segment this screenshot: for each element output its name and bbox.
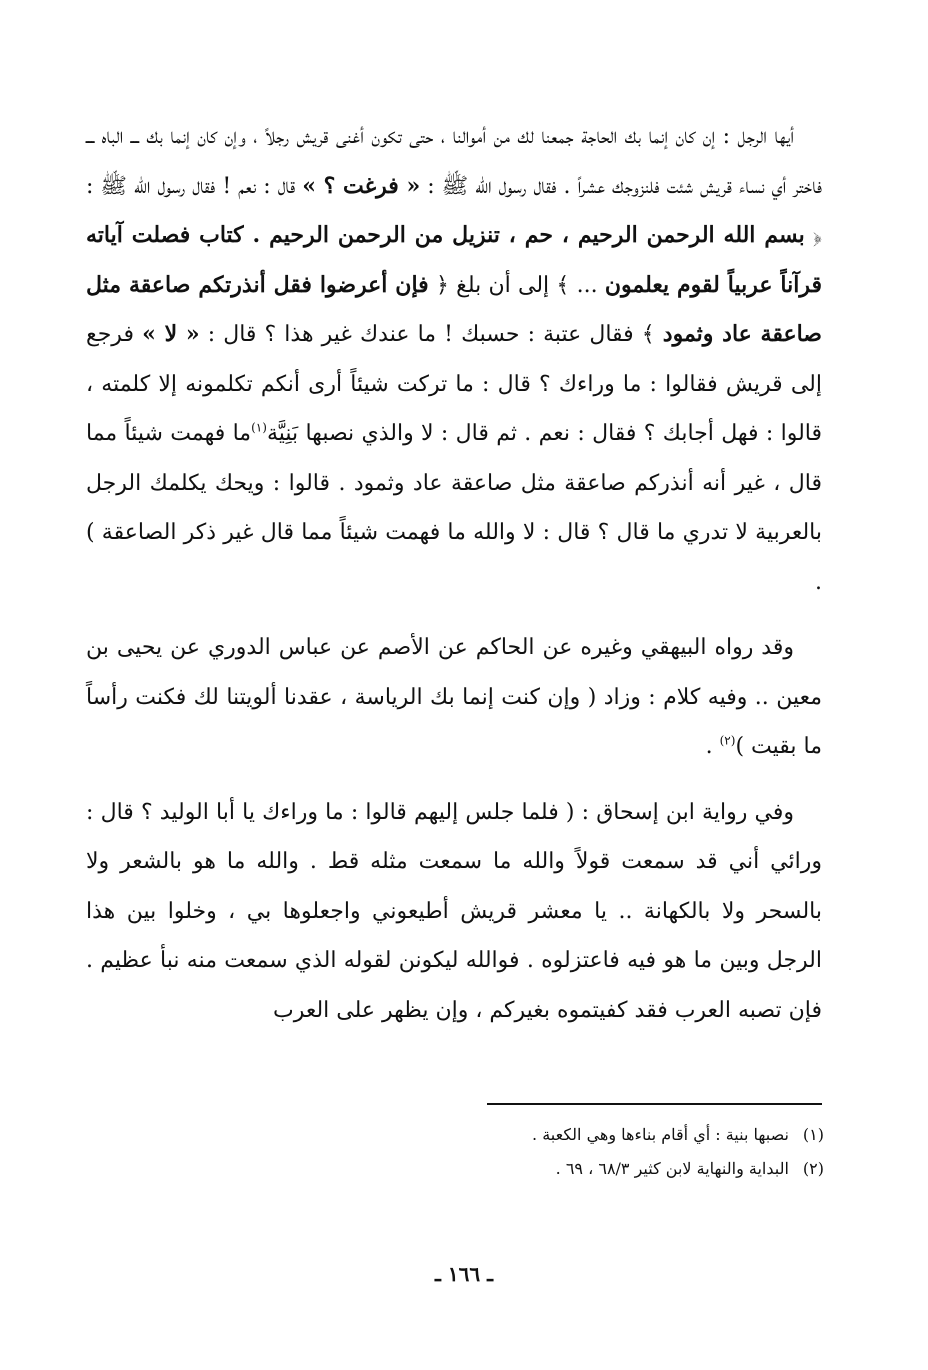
quoted-text: « فرغت ؟ » (302, 172, 421, 199)
footnotes (300, 1118, 824, 1186)
paragraph (86, 112, 822, 607)
text-segment: ما فهمت شيئاً مما قال ، غير أنه أنذركم صاعقة مثل صاعقة عاد وثمود . قالوا : ويحك يكلمك الرجل بالعربية لا تدري ما قال ؟ قال : لا والله ما فهمت شيئاً مما قال غير ذكر الصاعقة ) . (86, 421, 822, 595)
main-text (86, 112, 822, 1035)
text-segment: . (705, 734, 720, 759)
quoted-text: بسم الله الرحمن الرحيم ، حم ، تنزيل من الرحمن الرحيم . كتاب فصلت آياته قرآناً عربياً لقوم يعلمون (86, 222, 823, 298)
footnote-reference: (٢) (719, 733, 736, 748)
footnote (300, 1152, 824, 1186)
paragraph (86, 788, 822, 1036)
text-segment: قال : نعم ! فقال رسول الله ﷺ : ﴿ (86, 173, 822, 248)
text-segment: فرجع إلى قريش فقالوا : ما وراءك ؟ قال : ما تركت شيئاً أرى أنكم تكلمونه إلا كلمته ، قالوا : فهل أجابك ؟ فقال : نعم . ثم قال : لا والذي نصبها بَنِيَّة (86, 322, 822, 446)
text-segment: أيها الرجل : إن كان إنما بك الحاجة جمعنا لك من أموالنا ، حتى تكون أغنى قريش رجلاً ، وإن كان إنما بك ـــ الباه ـــ فاختر أي نساء قريش شئت فلنزوجك عشراً . فقال رسول الله ﷺ : (86, 124, 823, 199)
text-segment: وفي رواية ابن إسحاق : ( فلما جلس إليهم قالوا : ما وراءك يا أبا الوليد ؟ قال : ورائي أني قد سمعت قولاً والله ما سمعت مثله قط . والله ما هو بالشعر ولا بالسحر ولا بالكهانة .. يا معشر قريش أطيعوني واجعلوها بي ، وخلوا بين هذا الرجل وبين ما هو فيه فاعتزلوه . فوالله ليكونن لقوله الذي سمعت منه نبأ عظيم . فإن تصبه العرب فقد كفيتموه بغيركم ، وإن يظهر على العرب (86, 799, 822, 1023)
text-segment: ... ﴾ إلى أن بلغ ﴿ (428, 272, 605, 298)
footnote-number: (١) (802, 1125, 824, 1144)
text-segment: وقد رواه البيهقي وغيره عن الحاكم عن الأصم عن عباس الدوري عن يحيى بن معين .. وفيه كلام : وزاد ( وإن كنت إنما بك الرياسة ، عقدنا ألويتنا لك فكنت رأساً ما بقيت ) (86, 635, 823, 759)
footnote-divider (487, 1103, 822, 1105)
footnote-text: البداية والنهاية لابن كثير ٦٨/٣ ، ٦٩ . (555, 1159, 789, 1178)
footnote-text: نصبها بنية : أي أقام بناءها وهي الكعبة . (532, 1125, 789, 1144)
footnote (300, 1118, 824, 1152)
text-segment: ﴾ فقال عتبة : حسبك ! ما عندك غير هذا ؟ قال : (199, 322, 663, 347)
footnote-reference: (١) (251, 420, 267, 435)
quoted-text: فإن أعرضوا فقل أنذرتكم صاعقة مثل صاعقة عاد وثمود (86, 271, 822, 347)
paragraph (86, 623, 822, 772)
footnote-number: (٢) (802, 1159, 824, 1178)
page-number: ـ ١٦٦ ـ (435, 1262, 493, 1286)
quoted-text: « لا » (142, 321, 200, 347)
